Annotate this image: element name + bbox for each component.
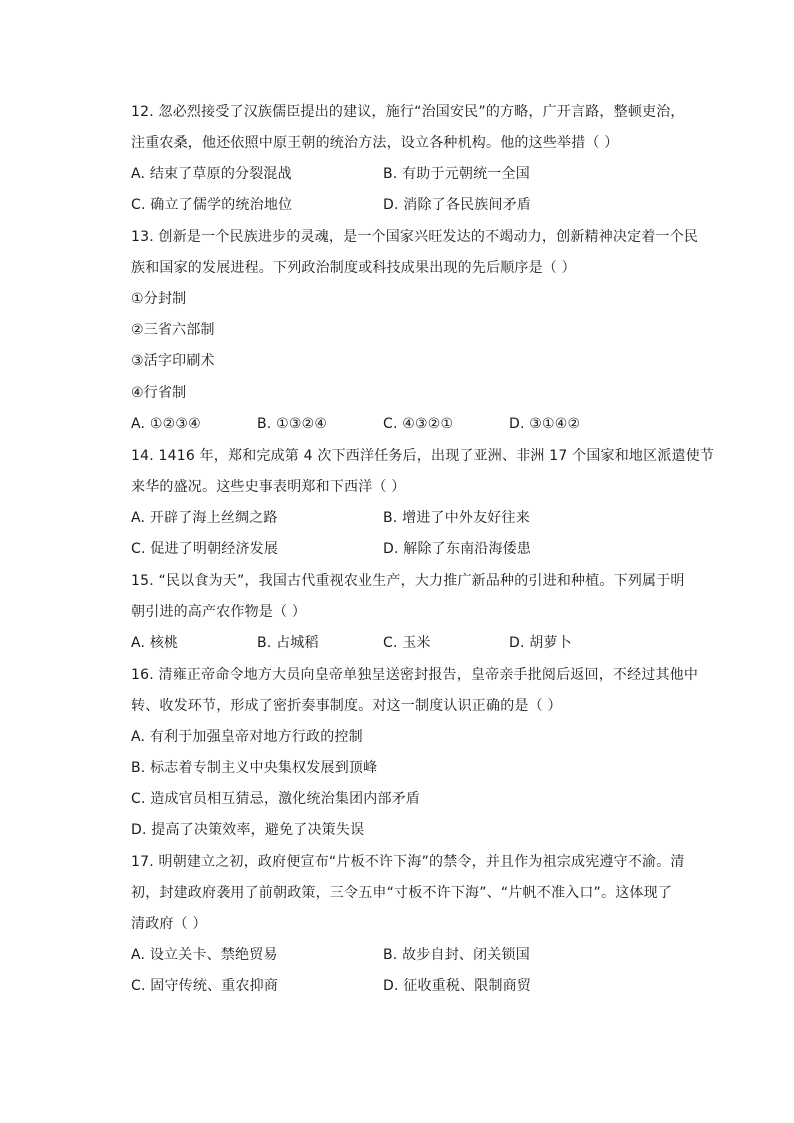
question-12-option-b: B. 有助于元朝统一全国 (383, 166, 530, 182)
question-14-option-a: A. 开辟了海上丝绸之路 (131, 510, 278, 526)
question-14-option-c: C. 促进了明朝经济发展 (131, 541, 279, 557)
question-17-text-line-3: 清政府（ ） (131, 916, 207, 932)
question-13-item-4: ④行省制 (131, 385, 187, 401)
question-15-option-b: B. 占城稻 (257, 635, 319, 651)
question-17-text-line-2: 初，封建政府袭用了前朝政策，三令五申“寸板不许下海”、“片帆不准入口”。这体现了 (131, 885, 673, 901)
question-12-text-line-2: 注重农桑，他还依照中原王朝的统治方法，设立各种机构。他的这些举措（ ） (131, 135, 619, 151)
question-13-text-line-2: 族和国家的发展进程。下列政治制度或科技成果出现的先后顺序是（ ） (131, 260, 576, 276)
question-14-option-b: B. 增进了中外友好往来 (383, 510, 530, 526)
question-17-text-line-1: 17. 明朝建立之初，政府便宣布“片板不许下海”的禁令，并且作为祖宗成宪遵守不渝。清 (131, 854, 685, 870)
question-15-text-line-1: 15. “民以食为天”，我国古代重视农业生产，大力推广新品种的引进和种植。下列属于明 (131, 573, 685, 589)
question-17-option-c: C. 固守传统、重农抑商 (131, 978, 279, 994)
question-12-option-d: D. 消除了各民族间矛盾 (383, 197, 532, 213)
question-13-option-c: C. ④③②① (383, 416, 454, 432)
question-12-option-a: A. 结束了草原的分裂混战 (131, 166, 292, 182)
question-15-option-d: D. 胡萝卜 (509, 635, 572, 651)
question-14-option-d: D. 解除了东南沿海倭患 (383, 541, 532, 557)
question-12-text-line-1: 12. 忽必烈接受了汉族儒臣提出的建议，施行“治国安民”的方略，广开言路，整顿吏治， (131, 104, 685, 120)
question-17-option-d: D. 征收重税、限制商贸 (383, 978, 532, 994)
question-16-option-b: B. 标志着专制主义中央集权发展到顶峰 (131, 760, 378, 776)
question-16-option-d: D. 提高了决策效率，避免了决策失误 (131, 822, 365, 838)
question-13-item-3: ③活字印刷术 (131, 353, 215, 369)
question-12-option-c: C. 确立了儒学的统治地位 (131, 197, 293, 213)
question-16-text-line-1: 16. 清雍正帝命令地方大员向皇帝单独呈送密封报告，皇帝亲手批阅后返回，不经过其他中 (131, 667, 699, 683)
question-13-item-1: ①分封制 (131, 291, 187, 307)
question-15-option-c: C. 玉米 (383, 635, 431, 651)
question-13-option-d: D. ③①④② (509, 416, 581, 432)
question-13-text-line-1: 13. 创新是一个民族进步的灵魂，是一个国家兴旺发达的不竭动力，创新精神决定着一个民 (131, 229, 699, 245)
question-17-option-a: A. 设立关卡、禁绝贸易 (131, 947, 278, 963)
question-17-option-b: B. 故步自封、闭关锁国 (383, 947, 530, 963)
question-15-text-line-2: 朝引进的高产农作物是（ ） (131, 604, 307, 620)
question-16-text-line-2: 转、收发环节，形成了密折奏事制度。对这一制度认识正确的是（ ） (131, 698, 562, 714)
question-16-option-c: C. 造成官员相互猜忌，激化统治集团内部矛盾 (131, 791, 421, 807)
question-13-option-b: B. ①③②④ (257, 416, 328, 432)
question-14-text-line-2: 来华的盛况。这些史事表明郑和下西洋（ ） (131, 479, 406, 495)
question-15-option-a: A. 核桃 (131, 635, 179, 651)
question-13-option-a: A. ①②③④ (131, 416, 201, 432)
question-13-item-2: ②三省六部制 (131, 322, 215, 338)
question-14-text-line-1: 14. 1416 年，郑和完成第 4 次下西洋任务后，出现了亚洲、非洲 17 个国家和地区派遣使节 (131, 448, 715, 464)
question-16-option-a: A. 有利于加强皇帝对地方行政的控制 (131, 729, 363, 745)
